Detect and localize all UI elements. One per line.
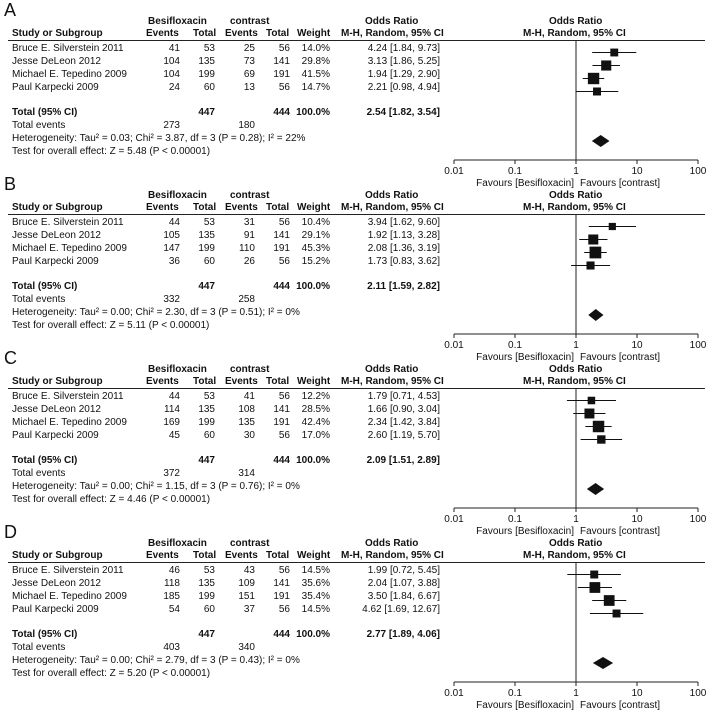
study-weight: 45.3% <box>301 243 330 254</box>
col-weight-header: Weight <box>297 376 331 387</box>
study-total1: 135 <box>198 404 215 415</box>
study-name: Michael E. Tepedino 2009 <box>12 69 127 80</box>
total-events2: 314 <box>238 468 255 479</box>
total-events1: 372 <box>163 468 180 479</box>
study-name: Michael E. Tepedino 2009 <box>12 243 127 254</box>
study-total1: 60 <box>203 430 215 441</box>
study-events1: 104 <box>163 56 180 67</box>
study-total1: 53 <box>203 391 215 402</box>
study-total1: 60 <box>203 604 215 615</box>
col-events1-header: Events <box>146 376 179 387</box>
col-study-header: Study or Subgroup <box>12 28 103 39</box>
plot-method-header: M-H, Random, 95% CI <box>523 550 626 561</box>
overall-effect-text: Test for overall effect: Z = 5.20 (P < 0.00001) <box>12 668 211 679</box>
panel-letter: C <box>4 348 17 368</box>
study-total1: 199 <box>198 69 215 80</box>
or-plot-title: Odds Ratio <box>549 538 603 549</box>
col-study-header: Study or Subgroup <box>12 202 103 213</box>
study-ci: 1.66 [0.90, 3.04] <box>367 404 440 415</box>
study-events2: 13 <box>243 82 255 93</box>
study-total1: 53 <box>203 217 215 228</box>
or-table-title: Odds Ratio <box>365 16 419 27</box>
group2-header: contrast <box>230 364 270 375</box>
study-square <box>590 247 602 259</box>
study-ci: 1.73 [0.83, 3.62] <box>367 256 440 267</box>
study-total2: 141 <box>273 56 290 67</box>
study-events2: 43 <box>243 565 255 576</box>
col-total1-header: Total <box>193 28 217 39</box>
favours-left-label: Favours [Besifloxacin] <box>476 352 574 363</box>
study-ci: 2.60 [1.19, 5.70] <box>367 430 440 441</box>
or-plot-title: Odds Ratio <box>549 190 603 201</box>
study-name: Paul Karpecki 2009 <box>12 430 99 441</box>
study-weight: 14.5% <box>301 604 330 615</box>
col-weight-header: Weight <box>297 550 331 561</box>
study-ci: 1.94 [1.29, 2.90] <box>367 69 440 80</box>
study-ci: 3.94 [1.62, 9.60] <box>367 217 440 228</box>
study-events2: 108 <box>238 404 255 415</box>
study-ci: 2.34 [1.42, 3.84] <box>367 417 440 428</box>
study-name: Jesse DeLeon 2012 <box>12 578 101 589</box>
or-table-title: Odds Ratio <box>365 364 419 375</box>
study-square <box>597 435 605 443</box>
group2-header: contrast <box>230 190 270 201</box>
forest-plot-panel <box>0 174 709 363</box>
study-events1: 114 <box>164 404 180 415</box>
panel-letter: D <box>4 522 17 542</box>
x-tick-label: 100 <box>689 688 707 699</box>
study-total1: 60 <box>203 256 215 267</box>
study-square <box>588 73 599 84</box>
study-ci: 3.50 [1.84, 6.67] <box>367 591 440 602</box>
plot-method-header: M-H, Random, 95% CI <box>523 202 626 213</box>
overall-effect-text: Test for overall effect: Z = 5.48 (P < 0.00001) <box>12 146 211 157</box>
total-weight: 100.0% <box>296 455 330 466</box>
total-events-label: Total events <box>12 294 66 305</box>
heterogeneity-text: Heterogeneity: Tau² = 0.00; Chi² = 2.30, df = 3 (P = 0.51); I² = 0% <box>12 307 300 318</box>
forest-plot-panel <box>0 522 709 711</box>
study-events1: 36 <box>168 256 180 267</box>
study-ci: 2.08 [1.36, 3.19] <box>367 243 440 254</box>
col-total2-header: Total <box>266 376 290 387</box>
forest-plot <box>446 214 705 364</box>
study-events1: 118 <box>164 578 180 589</box>
col-total2-header: Total <box>266 28 290 39</box>
study-events1: 104 <box>163 69 180 80</box>
col-method-header: M-H, Random, 95% CI <box>341 376 444 387</box>
total-events-label: Total events <box>12 642 66 653</box>
study-name: Jesse DeLeon 2012 <box>12 230 101 241</box>
group2-header: contrast <box>230 538 270 549</box>
study-total2: 141 <box>273 230 290 241</box>
study-total2: 141 <box>273 578 290 589</box>
study-square <box>590 571 598 579</box>
total-ci: 2.77 [1.89, 4.06] <box>366 629 440 640</box>
total-weight: 100.0% <box>296 629 330 640</box>
total-ci: 2.09 [1.51, 2.89] <box>366 455 440 466</box>
study-total1: 60 <box>203 82 215 93</box>
total-events-label: Total events <box>12 120 66 131</box>
study-weight: 17.0% <box>301 430 330 441</box>
study-square <box>588 397 596 405</box>
study-ci: 4.62 [1.69, 12.67] <box>362 604 440 615</box>
study-ci: 1.99 [0.72, 5.45] <box>367 565 440 576</box>
favours-right-label: Favours [contrast] <box>580 352 661 363</box>
study-weight: 12.2% <box>301 391 330 402</box>
or-plot-title: Odds Ratio <box>549 364 603 375</box>
study-events2: 151 <box>238 591 255 602</box>
forest-plot-panel <box>0 0 709 189</box>
study-total1: 199 <box>198 243 215 254</box>
overall-effect-text: Test for overall effect: Z = 5.11 (P < 0.00001) <box>12 320 210 331</box>
favours-right-label: Favours [contrast] <box>580 700 661 711</box>
study-events2: 69 <box>243 69 255 80</box>
study-square <box>588 234 598 244</box>
study-name: Michael E. Tepedino 2009 <box>12 591 127 602</box>
study-ci: 2.21 [0.98, 4.94] <box>367 82 440 93</box>
favours-right-label: Favours [contrast] <box>580 178 661 189</box>
study-ci: 1.79 [0.71, 4.53] <box>367 391 440 402</box>
study-events1: 185 <box>163 591 180 602</box>
study-weight: 10.4% <box>301 217 330 228</box>
study-weight: 14.7% <box>301 82 330 93</box>
col-total2-header: Total <box>266 202 290 213</box>
pooled-diamond <box>592 135 610 147</box>
col-total1-header: Total <box>193 376 217 387</box>
col-study-header: Study or Subgroup <box>12 550 103 561</box>
group1-header: Besifloxacin <box>148 190 207 201</box>
favours-right-label: Favours [contrast] <box>580 526 661 537</box>
col-total1-header: Total <box>193 202 217 213</box>
study-total2: 191 <box>273 417 290 428</box>
col-events1-header: Events <box>146 550 179 561</box>
x-tick-label: 0.01 <box>444 166 464 177</box>
study-total2: 56 <box>278 391 290 402</box>
x-tick-label: 100 <box>689 340 707 351</box>
x-tick-label: 1 <box>573 166 579 177</box>
study-events1: 169 <box>163 417 180 428</box>
study-name: Paul Karpecki 2009 <box>12 82 99 93</box>
pooled-diamond <box>587 483 604 495</box>
study-total1: 53 <box>203 43 215 54</box>
favours-left-label: Favours [Besifloxacin] <box>476 700 574 711</box>
group1-header: Besifloxacin <box>148 538 207 549</box>
header-rule <box>8 40 446 41</box>
study-name: Bruce E. Silverstein 2011 <box>12 217 124 228</box>
panel-letter: A <box>4 0 17 20</box>
group1-header: Besifloxacin <box>148 364 207 375</box>
study-name: Jesse DeLeon 2012 <box>12 404 101 415</box>
study-total2: 56 <box>278 565 290 576</box>
forest-plot <box>446 388 705 538</box>
study-square <box>610 49 618 57</box>
study-total2: 56 <box>278 430 290 441</box>
study-events2: 37 <box>243 604 255 615</box>
study-weight: 42.4% <box>301 417 330 428</box>
study-events2: 91 <box>243 230 255 241</box>
total-events1: 273 <box>163 120 180 131</box>
header-rule <box>8 214 446 215</box>
pooled-diamond <box>593 657 613 669</box>
study-square <box>586 261 594 269</box>
study-weight: 28.5% <box>301 404 330 415</box>
x-tick-label: 0.1 <box>508 514 522 525</box>
study-weight: 14.5% <box>301 565 330 576</box>
study-name: Bruce E. Silverstein 2011 <box>12 43 124 54</box>
study-total2: 191 <box>273 591 290 602</box>
total-events1: 332 <box>163 294 180 305</box>
study-name: Jesse DeLeon 2012 <box>12 56 101 67</box>
col-events1-header: Events <box>146 202 179 213</box>
total-events2: 340 <box>238 642 255 653</box>
x-tick-label: 0.01 <box>444 688 464 699</box>
total-events1: 403 <box>163 642 180 653</box>
total-label: Total (95% CI) <box>12 629 78 640</box>
study-ci: 3.13 [1.86, 5.25] <box>367 56 440 67</box>
x-tick-label: 0.01 <box>444 340 464 351</box>
header-rule <box>8 562 446 563</box>
study-name: Michael E. Tepedino 2009 <box>12 417 127 428</box>
x-tick-label: 10 <box>631 166 643 177</box>
study-total1: 199 <box>198 591 215 602</box>
col-events1-header: Events <box>146 28 179 39</box>
forest-plot <box>446 40 705 190</box>
forest-plot-panel <box>0 348 709 537</box>
group1-header: Besifloxacin <box>148 16 207 27</box>
favours-left-label: Favours [Besifloxacin] <box>476 526 574 537</box>
col-method-header: M-H, Random, 95% CI <box>341 550 444 561</box>
study-total2: 56 <box>278 217 290 228</box>
study-events1: 54 <box>168 604 180 615</box>
total-total2: 444 <box>273 629 290 640</box>
x-tick-label: 1 <box>573 688 579 699</box>
total-events2: 180 <box>238 120 255 131</box>
study-events1: 147 <box>163 243 180 254</box>
plot-method-header: M-H, Random, 95% CI <box>523 376 626 387</box>
study-name: Bruce E. Silverstein 2011 <box>12 391 124 402</box>
col-events2-header: Events <box>225 202 258 213</box>
col-total1-header: Total <box>193 550 217 561</box>
x-tick-label: 0.1 <box>508 340 522 351</box>
heterogeneity-text: Heterogeneity: Tau² = 0.00; Chi² = 2.79, df = 3 (P = 0.43); I² = 0% <box>12 655 300 666</box>
study-square <box>584 409 594 419</box>
x-tick-label: 0.1 <box>508 688 522 699</box>
study-events2: 73 <box>243 56 255 67</box>
total-total2: 444 <box>273 455 290 466</box>
x-tick-label: 10 <box>631 340 643 351</box>
study-weight: 35.6% <box>301 578 330 589</box>
x-tick-label: 1 <box>573 514 579 525</box>
x-tick-label: 100 <box>689 514 707 525</box>
x-tick-label: 10 <box>631 688 643 699</box>
total-total1: 447 <box>198 455 215 466</box>
study-total1: 135 <box>198 56 215 67</box>
forest-plot <box>446 562 705 712</box>
study-square <box>613 610 621 618</box>
study-events1: 41 <box>168 43 180 54</box>
pooled-diamond <box>588 309 603 321</box>
study-name: Paul Karpecki 2009 <box>12 256 99 267</box>
study-weight: 15.2% <box>301 256 330 267</box>
study-total2: 56 <box>278 256 290 267</box>
study-events2: 26 <box>243 256 255 267</box>
study-total1: 199 <box>198 417 215 428</box>
total-ci: 2.54 [1.82, 3.54] <box>366 107 440 118</box>
study-weight: 29.1% <box>301 230 330 241</box>
study-name: Paul Karpecki 2009 <box>12 604 99 615</box>
total-label: Total (95% CI) <box>12 107 78 118</box>
total-label: Total (95% CI) <box>12 281 78 292</box>
study-total2: 191 <box>273 69 290 80</box>
heterogeneity-text: Heterogeneity: Tau² = 0.00; Chi² = 1.15, df = 3 (P = 0.76); I² = 0% <box>12 481 300 492</box>
study-weight: 14.0% <box>301 43 330 54</box>
study-events1: 105 <box>163 230 180 241</box>
col-events2-header: Events <box>225 550 258 561</box>
study-ci: 2.04 [1.07, 3.88] <box>367 578 440 589</box>
total-label: Total (95% CI) <box>12 455 78 466</box>
total-ci: 2.11 [1.59, 2.82] <box>367 281 440 292</box>
study-events1: 24 <box>168 82 180 93</box>
study-total1: 53 <box>203 565 215 576</box>
total-total1: 447 <box>198 629 215 640</box>
overall-effect-text: Test for overall effect: Z = 4.46 (P < 0.00001) <box>12 494 211 505</box>
study-ci: 1.92 [1.13, 3.28] <box>367 230 440 241</box>
study-weight: 41.5% <box>301 69 330 80</box>
study-weight: 29.8% <box>301 56 330 67</box>
study-total2: 141 <box>273 404 290 415</box>
study-events1: 44 <box>168 391 180 402</box>
study-total2: 56 <box>278 604 290 615</box>
study-events2: 110 <box>239 243 255 254</box>
study-events1: 44 <box>168 217 180 228</box>
study-square <box>604 595 615 606</box>
study-square <box>593 421 604 432</box>
or-table-title: Odds Ratio <box>365 538 419 549</box>
study-square <box>601 60 611 70</box>
x-tick-label: 0.1 <box>508 166 522 177</box>
x-tick-label: 100 <box>689 166 707 177</box>
col-study-header: Study or Subgroup <box>12 376 103 387</box>
or-table-title: Odds Ratio <box>365 190 419 201</box>
col-method-header: M-H, Random, 95% CI <box>341 28 444 39</box>
study-total1: 135 <box>198 230 215 241</box>
study-total2: 56 <box>278 43 290 54</box>
panel-letter: B <box>4 174 17 194</box>
study-events1: 45 <box>168 430 180 441</box>
study-ci: 4.24 [1.84, 9.73] <box>367 43 440 54</box>
study-events2: 30 <box>243 430 255 441</box>
col-total2-header: Total <box>266 550 290 561</box>
col-method-header: M-H, Random, 95% CI <box>341 202 444 213</box>
group2-header: contrast <box>230 16 270 27</box>
study-events2: 25 <box>243 43 255 54</box>
x-tick-label: 0.01 <box>444 514 464 525</box>
study-square <box>590 582 601 593</box>
study-events1: 46 <box>168 565 180 576</box>
col-weight-header: Weight <box>297 202 331 213</box>
study-total2: 56 <box>278 82 290 93</box>
study-square <box>609 223 616 230</box>
total-total1: 447 <box>198 281 215 292</box>
total-weight: 100.0% <box>296 107 330 118</box>
total-total2: 444 <box>273 107 290 118</box>
study-square <box>593 88 601 96</box>
study-events2: 109 <box>238 578 255 589</box>
total-events-label: Total events <box>12 468 66 479</box>
col-events2-header: Events <box>225 376 258 387</box>
study-total2: 191 <box>273 243 290 254</box>
study-weight: 35.4% <box>301 591 330 602</box>
study-events2: 135 <box>238 417 255 428</box>
x-tick-label: 1 <box>573 340 579 351</box>
study-events2: 31 <box>243 217 255 228</box>
total-events2: 258 <box>238 294 255 305</box>
total-total2: 444 <box>273 281 290 292</box>
study-total1: 135 <box>198 578 215 589</box>
col-weight-header: Weight <box>297 28 331 39</box>
or-plot-title: Odds Ratio <box>549 16 603 27</box>
study-events2: 41 <box>243 391 255 402</box>
plot-method-header: M-H, Random, 95% CI <box>523 28 626 39</box>
x-tick-label: 10 <box>631 514 643 525</box>
col-events2-header: Events <box>225 28 258 39</box>
header-rule <box>8 388 446 389</box>
total-weight: 100.0% <box>296 281 330 292</box>
total-total1: 447 <box>198 107 215 118</box>
favours-left-label: Favours [Besifloxacin] <box>476 178 574 189</box>
study-name: Bruce E. Silverstein 2011 <box>12 565 124 576</box>
heterogeneity-text: Heterogeneity: Tau² = 0.03; Chi² = 3.87, df = 3 (P = 0.28); I² = 22% <box>12 133 306 144</box>
